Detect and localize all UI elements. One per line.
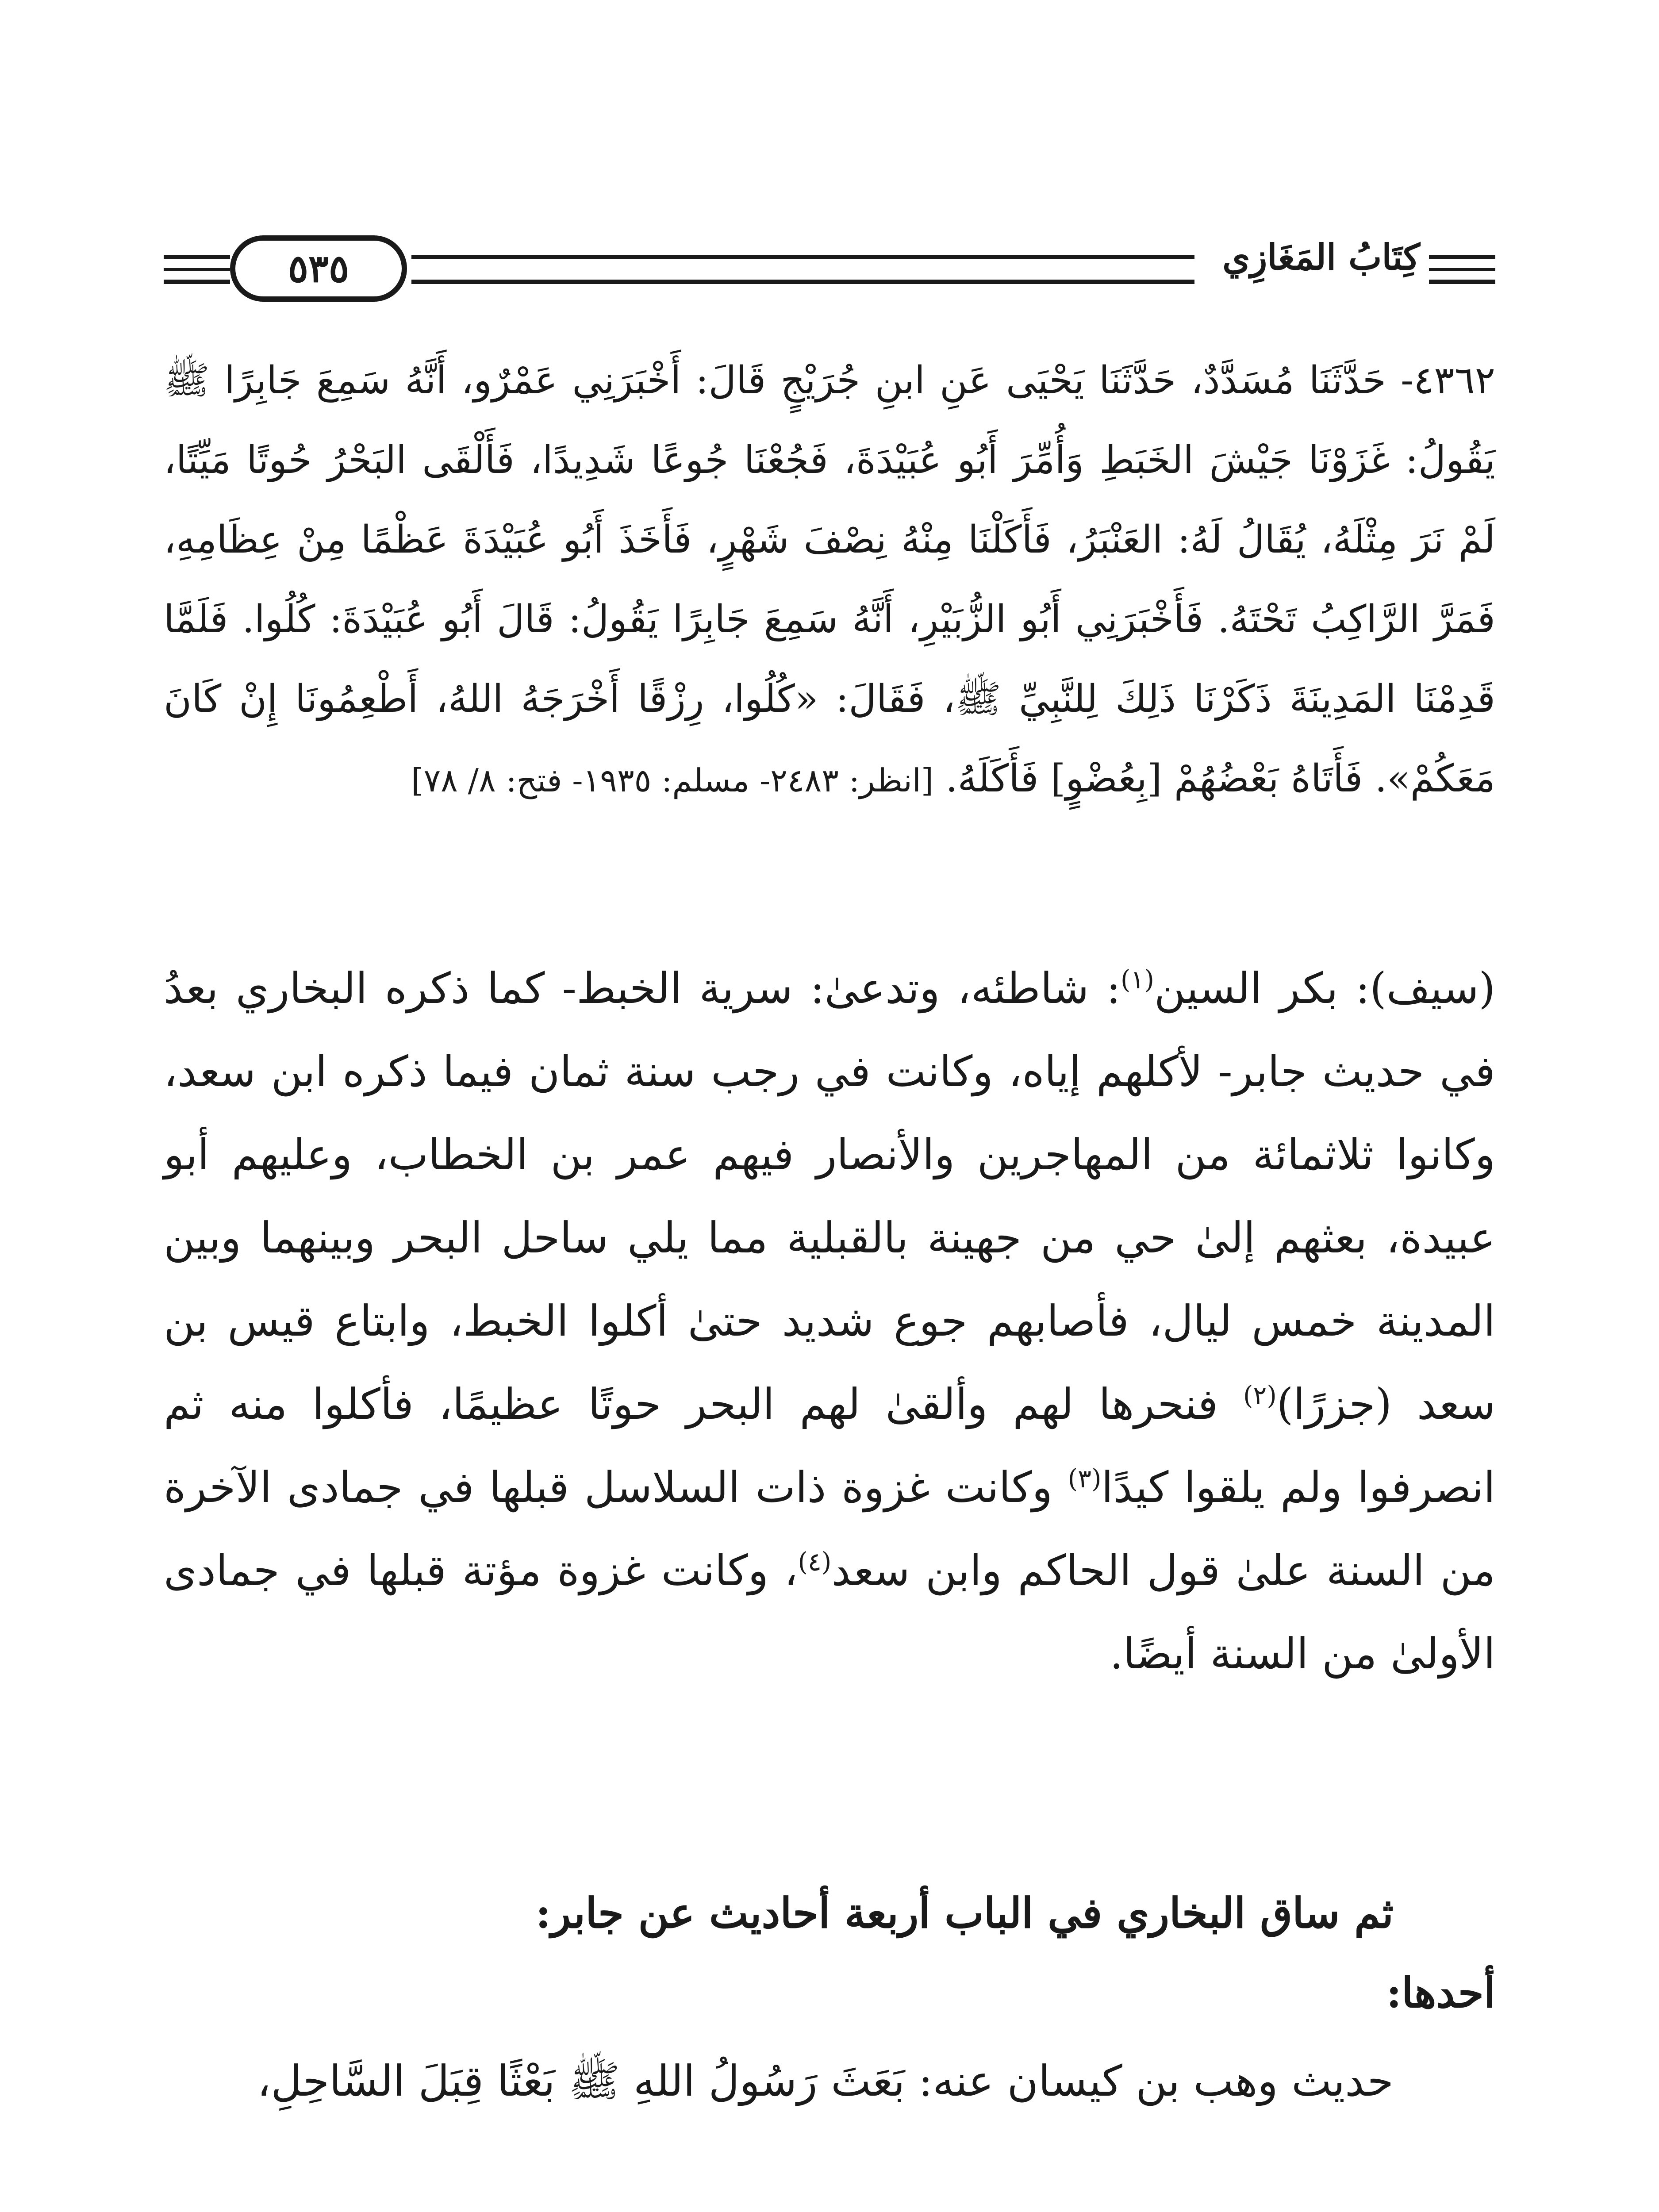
commentary-text: فنحرها لهم وألقىٰ لهم البحر حوتًا عظيمًا، فأكلوا منه ثم انصرفوا ولم يلقوا كيدًا	[164, 1379, 1496, 1512]
footnote-marker: (١)	[1121, 965, 1154, 995]
header-rule	[164, 268, 230, 271]
header-rule	[164, 280, 230, 284]
header-rule	[1429, 268, 1495, 271]
commentary-last-line: حديث وهب بن كيسان عنه: بَعَثَ رَسُولُ اللهِ ﷺ بَعْثًا قِبَلَ السَّاحِلِ،	[257, 2056, 1394, 2106]
commentary-text: : شاطئه، وتدعىٰ: سرية الخبط- كما ذكره البخاري بعدُ في حديث جابر- لأكلهم إياه، وكانت في رجب سنة ثمان فيما ذكره ابن سعد، وكانوا ثلاثمائة من المهاجرين والأنصار فيهم عمر بن الخطاب، وعليهم أبو عبيدة، بعثهم إلىٰ حي من جهينة بالقبلية مما يلي ساحل البحر وبينهما وبين المدينة خمس ليال، فأصابهم جوع شديد حتىٰ أكلوا الخبط، وابتاع قيس بن سعد (جزرًا)	[164, 964, 1496, 1429]
hadith-text	[164, 341, 1495, 820]
footnote-marker: (٢)	[1243, 1381, 1277, 1410]
header-rule	[1429, 255, 1495, 259]
commentary-paragraph	[164, 947, 1495, 1695]
page-header	[164, 230, 1495, 310]
hadith-reference: [انظر: ٢٤٨٣- مسلم: ١٩٣٥- فتح: ٨/ ٧٨]	[411, 762, 933, 799]
commentary-text: ، وكانت غزوة مؤتة قبلها في جمادى الأولىٰ من السنة أيضًا.	[164, 1546, 1495, 1678]
header-rule	[1429, 280, 1495, 284]
header-rule	[411, 280, 1194, 284]
first-label: أحدها:	[1386, 1969, 1495, 2017]
section-subheading: ثم ساق البخاري في الباب أربعة أحاديث عن جابر:	[535, 1889, 1394, 1938]
header-rule	[411, 255, 1194, 259]
commentary-text: (سيف): بكر السين	[1154, 964, 1496, 1013]
footnote-marker: (٤)	[798, 1547, 832, 1577]
commentary-text: وكانت غزوة ذات السلاسل قبلها في جمادى الآخرة من السنة علىٰ قول الحاكم وابن سعد	[164, 1463, 1496, 1595]
running-title: كِتَابُ المَغَازِي	[1222, 236, 1420, 278]
header-rule	[164, 255, 230, 259]
page-number: ٥٣٥	[230, 235, 407, 302]
footnote-marker: (٣)	[1068, 1464, 1102, 1494]
hadith-body: ٤٣٦٢- حَدَّثَنَا مُسَدَّدٌ، حَدَّثَنَا يَحْيَى عَنِ ابنِ جُرَيْجٍ قَالَ: أَخْبَرَنِي عَمْرٌو، أَنَّهُ سَمِعَ جَابِرًا ﷺ يَقُولُ: غَزَوْنَا جَيْشَ الخَبَطِ وَأُمِّرَ أَبُو عُبَيْدَةَ، فَجُعْنَا جُوعًا شَدِيدًا، فَأَلْقَى البَحْرُ حُوتًا مَيِّتًا، لَمْ نَرَ مِثْلَهُ، يُقَالُ لَهُ: العَنْبَرُ، فَأَكَلْنَا مِنْهُ نِصْفَ شَهْرٍ، فَأَخَذَ أَبُو عُبَيْدَةَ عَظْمًا مِنْ عِظَامِهِ، فَمَرَّ الرَّاكِبُ تَحْتَهُ. فَأَخْبَرَنِي أَبُو الزُّبَيْرِ، أَنَّهُ سَمِعَ جَابِرًا يَقُولُ: قَالَ أَبُو عُبَيْدَةَ: كُلُوا. فَلَمَّا قَدِمْنَا المَدِينَةَ ذَكَرْنَا ذَلِكَ لِلنَّبِيِّ ﷺ، فَقَالَ: «كُلُوا، رِزْقًا أَخْرَجَهُ اللهُ، أَطْعِمُونَا إِنْ كَانَ مَعَكُمْ». فَأَتَاهُ بَعْضُهُمْ [بِعُضْوٍ] فَأَكَلَهُ.	[164, 358, 1495, 801]
